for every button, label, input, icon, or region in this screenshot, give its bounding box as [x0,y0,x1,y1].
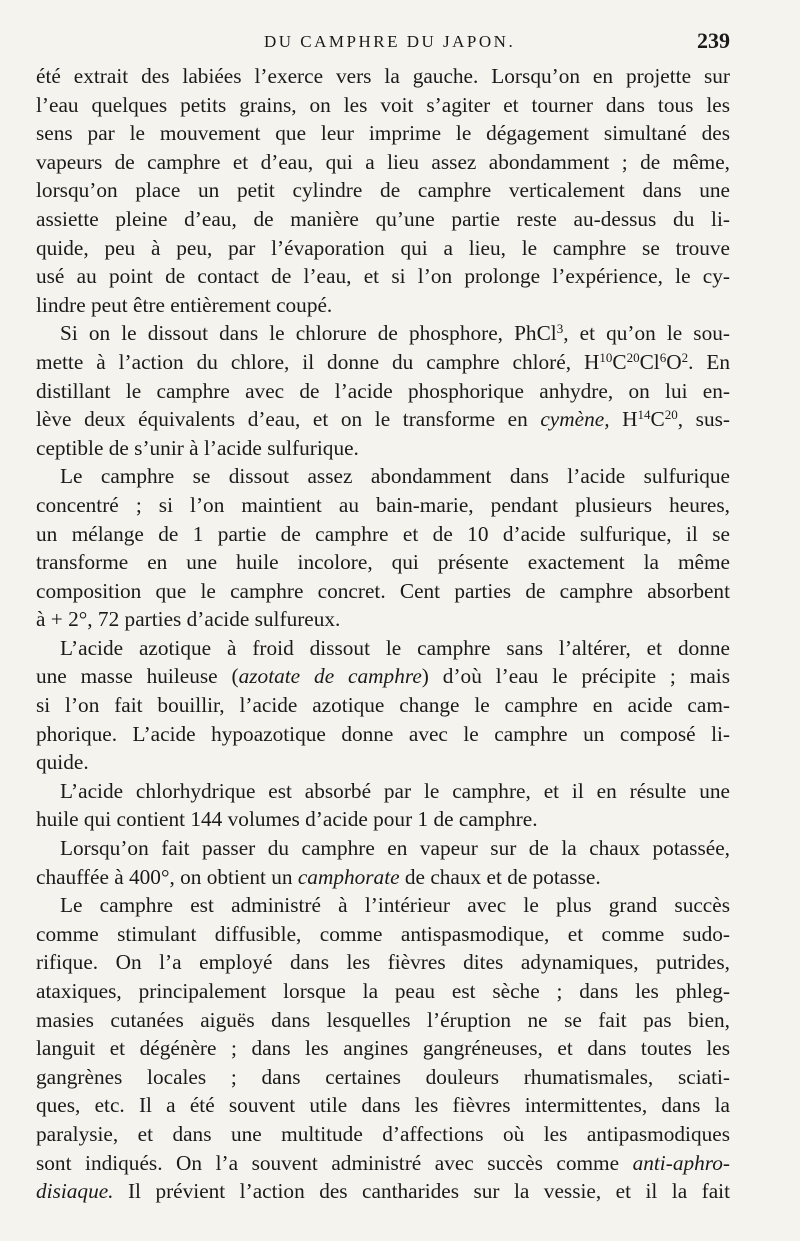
text-line [36,148,730,177]
text-segment: distillant le camphre avec de l’acide phosphorique anhydre, on lui en- [36,378,730,403]
text-segment: si l’on fait bouillir, l’acide azotique change le camphre en acide cam- [36,693,730,718]
text-line [36,262,730,291]
text-segment: chauffée à 400°, on obtient un [36,864,298,889]
text-segment: à + 2°, 72 parties d’acide sulfureux. [36,607,341,632]
text-line [36,662,730,691]
text-line [36,863,730,892]
text-line [36,1177,730,1206]
text-line [36,720,730,749]
text-line [36,520,730,549]
text-segment: quide. [36,750,89,775]
text-segment: Cl [639,349,660,374]
text-line [36,176,730,205]
page-number: 239 [697,28,730,53]
text-line [36,1034,730,1063]
text-segment: languit et dégénère ; dans les angines gangréneuses, et dans toutes les [36,1036,730,1061]
text-line [36,777,730,806]
text-segment: paralysie, et dans une multitude d’affections où les antipasmodiques [36,1121,730,1146]
text-segment: l’eau quelques petits grains, on les voit s’agiter et tourner dans tous les [36,92,730,117]
text-segment: huile qui contient 144 volumes d’acide pour 1 de camphre. [36,807,538,832]
text-line [36,491,730,520]
text-segment: de chaux et de potasse. [399,864,601,889]
text-line [36,462,730,491]
text-line [36,434,730,463]
text-segment: Le camphre se dissout assez abondamment dans l’acide sulfurique [60,464,730,489]
text-segment: quide, peu à peu, par l’évaporation qui a lieu, le camphre se trouve [36,235,730,260]
text-line [36,234,730,263]
text-line [36,1091,730,1120]
superscript: 14 [637,407,651,423]
superscript: 20 [626,349,640,365]
text-line [36,605,730,634]
italic-text: azotate de camphre [238,664,422,689]
superscript: 6 [659,349,667,365]
text-segment: vapeurs de camphre et d’eau, qui a lieu assez abondamment ; de même, [36,149,730,174]
text-line [36,1006,730,1035]
text-segment: , sus- [677,407,731,432]
text-segment: rifique. On l’a employé dans les fièvres dites adynamiques, putrides, [36,950,730,975]
text-segment: sens par le mouvement que leur imprime le dégagement simultané des [36,121,730,146]
text-segment: . En [688,349,731,374]
superscript: 3 [556,321,564,337]
text-segment: lindre peut être entièrement coupé. [36,292,333,317]
text-line [36,319,730,348]
text-segment: gangrènes locales ; dans certaines douleurs rhumatismales, sciati- [36,1064,730,1089]
text-segment: Si on le dissout dans le chlorure de phosphore, PhCl [60,321,557,346]
text-segment: transforme en une huile incolore, qui présente exactement la même [36,550,730,575]
text-line [36,205,730,234]
text-line [36,920,730,949]
text-line [36,91,730,120]
text-line [36,834,730,863]
superscript: 20 [664,407,678,423]
text-segment: , et qu’on le sou- [563,321,730,346]
text-line [36,634,730,663]
text-line [36,977,730,1006]
text-segment: Il prévient l’action des cantharides sur la vessie, et il la fait [113,1179,730,1204]
text-segment: composition que le camphre concret. Cent parties de camphre absorbent [36,578,730,603]
text-line [36,577,730,606]
superscript: 10 [599,349,613,365]
text-segment: sont indiqués. On l’a souvent administré avec succès comme [36,1150,633,1175]
text-segment: L’acide azotique à froid dissout le camphre sans l’altérer, et donne [60,635,730,660]
page-header [36,26,730,62]
text-line [36,119,730,148]
text-line [36,377,730,406]
running-title: DU CAMPHRE DU JAPON. [264,32,516,51]
text-line [36,748,730,777]
text-segment: H [609,407,638,432]
italic-text: cymène, [540,407,610,432]
text-segment: ataxiques, principalement lorsque la peau est sèche ; dans les phleg- [36,979,730,1003]
text-segment: L’acide chlorhydrique est absorbé par le camphre, et il en résulte une [60,778,730,803]
text-line [36,1149,730,1178]
text-line [36,548,730,577]
text-segment: comme stimulant diffusible, comme antispasmodique, et comme sudo- [36,921,730,946]
body-text [36,62,730,1206]
text-line [36,1063,730,1092]
text-segment: ) d’où l’eau le précipite ; mais [421,664,730,689]
text-line [36,691,730,720]
text-segment: C [612,349,627,374]
text-segment: concentré ; si l’on maintient au bain-marie, pendant plusieurs heures, [36,492,730,517]
text-line [36,805,730,834]
italic-text: disiaque. [36,1179,114,1204]
text-line [36,405,730,434]
superscript: 2 [681,349,689,365]
text-segment: assiette pleine d’eau, de manière qu’une partie reste au-dessus du li- [36,206,730,231]
text-segment: ceptible de s’unir à l’acide sulfurique. [36,435,359,460]
text-segment: une masse huileuse ( [36,664,239,689]
italic-text: anti-aphro- [632,1150,730,1175]
text-line [36,348,730,377]
text-segment: usé au point de contact de l’eau, et si l’on prolonge l’expérience, le cy- [36,264,730,289]
text-segment: Le camphre est administré à l’intérieur avec le plus grand succès [60,893,730,918]
text-line [36,1120,730,1149]
text-segment: lève deux équivalents d’eau, et on le transforme en [36,407,541,432]
text-segment: lorsqu’on place un petit cylindre de camphre verticalement dans une [36,178,730,203]
text-line [36,948,730,977]
text-segment: O [666,349,682,374]
text-segment: masies cutanées aiguës dans lesquelles l’éruption ne se fait pas bien, [36,1007,730,1032]
italic-text: camphorate [297,864,400,889]
text-line [36,891,730,920]
text-segment: été extrait des labiées l’exerce vers la gauche. Lorsqu’on en projette sur [36,64,730,88]
text-segment: C [650,407,665,432]
text-segment: mette à l’action du chlore, il donne du camphre chloré, H [36,349,600,374]
text-segment: un mélange de 1 partie de camphre et de 10 d’acide sulfurique, il se [36,521,730,546]
text-line [36,62,730,91]
text-segment: ques, etc. Il a été souvent utile dans les fièvres intermittentes, dans la [36,1093,730,1118]
text-line [36,291,730,320]
text-segment: Lorsqu’on fait passer du camphre en vapeur sur de la chaux potassée, [60,836,730,861]
text-segment: phorique. L’acide hypoazotique donne avec le camphre un composé li- [36,721,730,746]
